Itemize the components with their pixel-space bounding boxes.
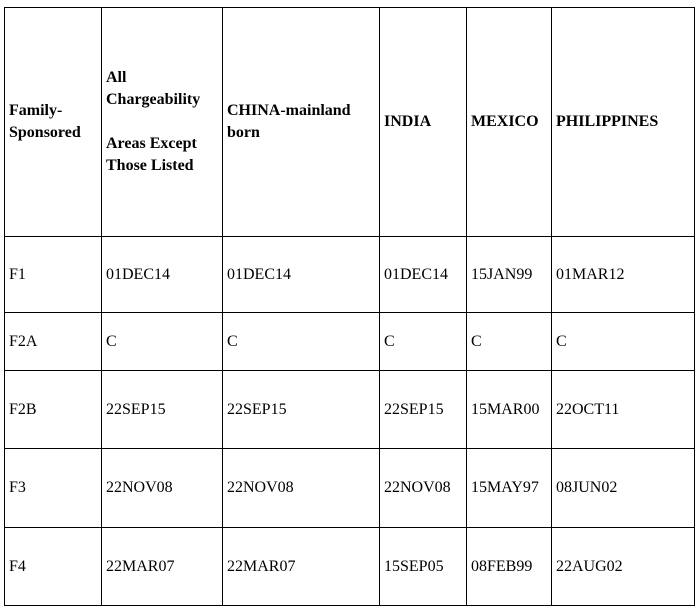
table-cell: 22MAR07 [102,528,223,606]
header-cell-family-sponsored: Family- Sponsored [5,8,102,237]
table-cell-category: F2B [5,371,102,449]
table-row [5,371,695,449]
table-row [5,528,695,606]
table-cell: 22SEP15 [102,371,223,449]
table-cell: 01MAR12 [552,237,695,313]
table-cell: 15MAY97 [467,449,552,528]
table-cell-category: F2A [5,313,102,371]
table-cell: 01DEC14 [380,237,467,313]
table-cell-category: F3 [5,449,102,528]
header-cell-china: CHINA-mainland born [223,8,380,237]
header-cell-all-chargeability: All Chargeability Areas Except Those Listed [102,8,223,237]
table-cell: C [552,313,695,371]
table-cell: 22SEP15 [380,371,467,449]
table-row [5,237,695,313]
table-cell: 22NOV08 [102,449,223,528]
table-cell: C [223,313,380,371]
table-cell: 15JAN99 [467,237,552,313]
table-cell: 15SEP05 [380,528,467,606]
table-cell: 22MAR07 [223,528,380,606]
visa-bulletin-table [4,7,695,606]
table-cell: 01DEC14 [223,237,380,313]
table-cell: C [467,313,552,371]
table-row [5,449,695,528]
table-cell: 22NOV08 [380,449,467,528]
table-cell: 22AUG02 [552,528,695,606]
table-cell: 01DEC14 [102,237,223,313]
table-cell: 22OCT11 [552,371,695,449]
header-cell-mexico: MEXICO [467,8,552,237]
table-cell: C [102,313,223,371]
table-cell: 08FEB99 [467,528,552,606]
table-cell: 22NOV08 [223,449,380,528]
table-row [5,313,695,371]
table-cell-category: F4 [5,528,102,606]
header-row [5,8,695,237]
header-cell-india: INDIA [380,8,467,237]
table-cell-category: F1 [5,237,102,313]
table-cell: 15MAR00 [467,371,552,449]
table-cell: C [380,313,467,371]
table-cell: 22SEP15 [223,371,380,449]
table-cell: 08JUN02 [552,449,695,528]
header-cell-philippines: PHILIPPINES [552,8,695,237]
